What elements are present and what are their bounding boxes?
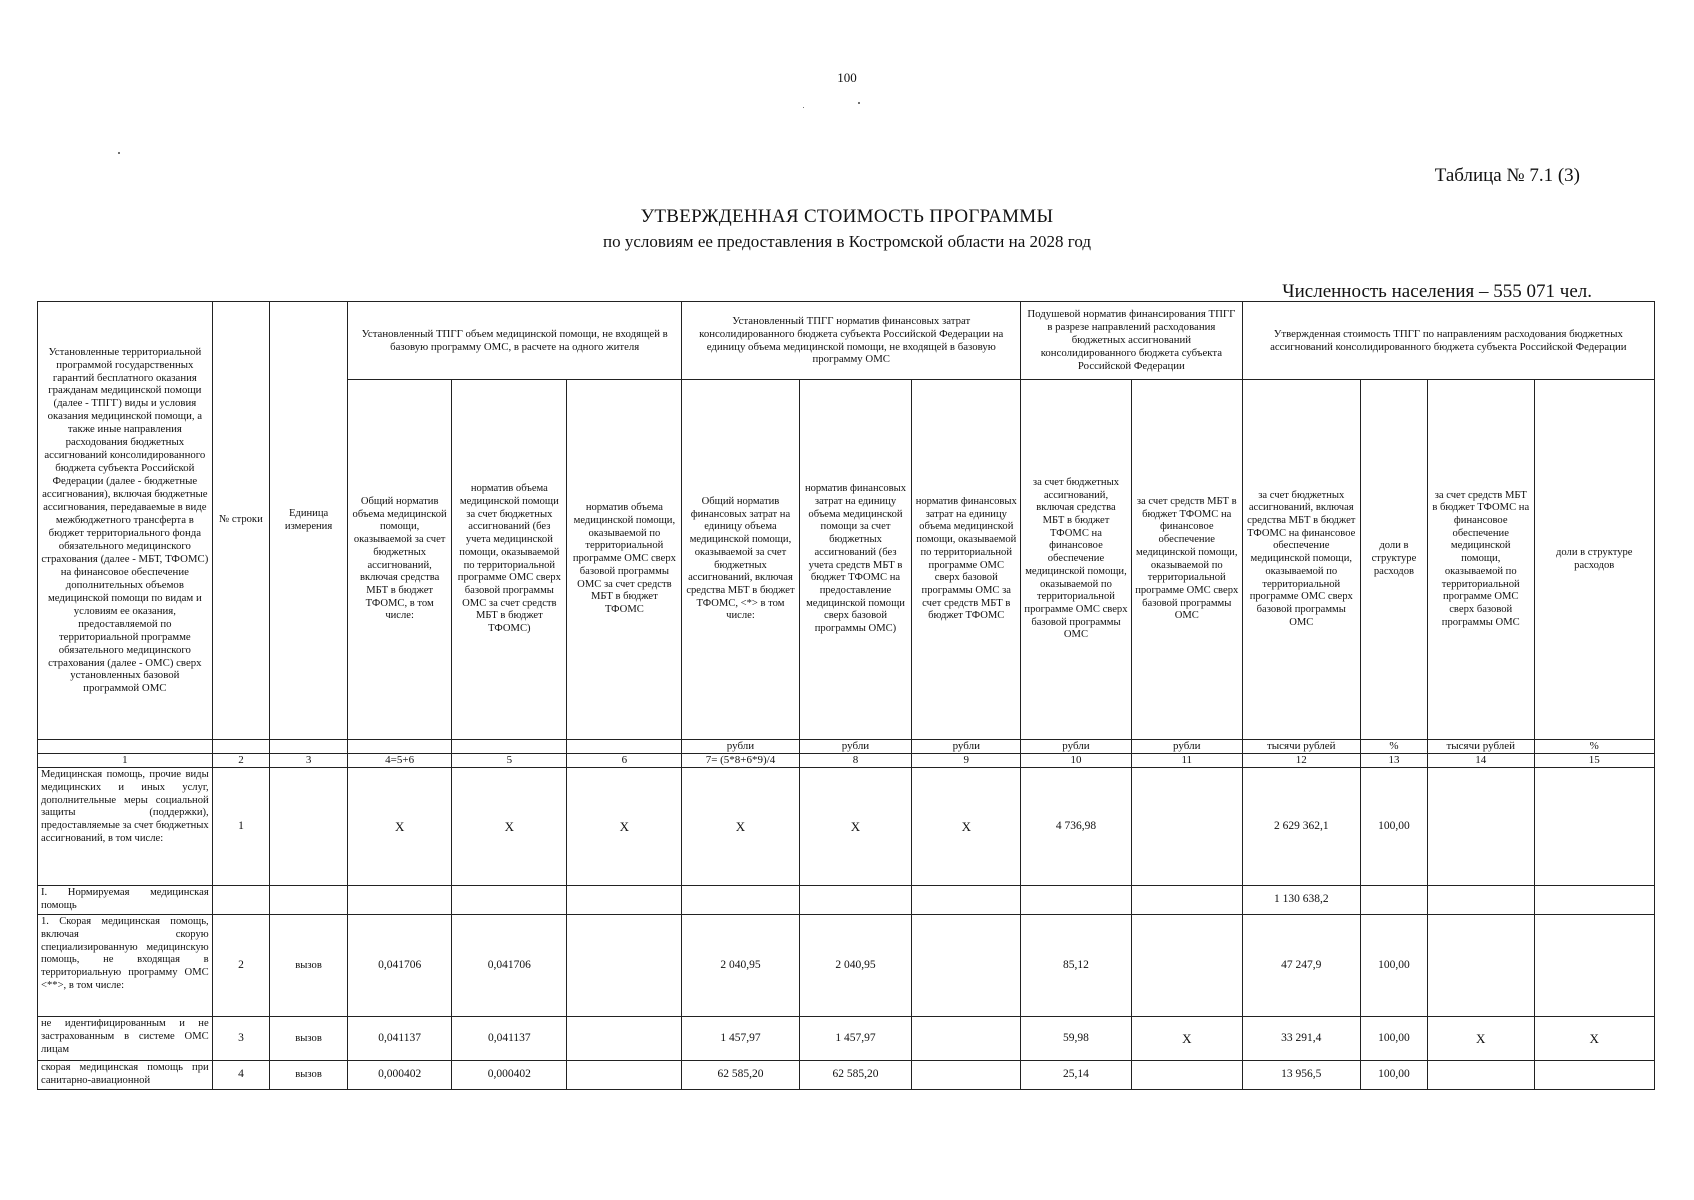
cell-col-13: 100,00 <box>1360 1061 1427 1089</box>
cell-col-5: 0,000402 <box>452 1061 567 1089</box>
cell-col-4: 0,000402 <box>347 1061 451 1089</box>
column-number: 1 <box>38 754 213 768</box>
cell-col-13: 100,00 <box>1360 1017 1427 1061</box>
column-number: 15 <box>1534 754 1655 768</box>
cell-col-14 <box>1427 768 1534 886</box>
row-number: 1 <box>212 768 270 886</box>
cell-col-12: 1 130 638,2 <box>1242 886 1360 915</box>
units-cell <box>38 740 213 754</box>
cell-col-5: 0,041706 <box>452 915 567 1017</box>
units-cell <box>452 740 567 754</box>
table-row <box>38 1061 1655 1089</box>
header-col-13: доли в структуре расходов <box>1360 380 1427 740</box>
column-number: 2 <box>212 754 270 768</box>
cell-col-4: 0,041137 <box>347 1017 451 1061</box>
units-cell: рубли <box>912 740 1021 754</box>
header-col-12: за счет бюджетных ассигнований, включая средства МБТ в бюджет ТФОМС на финансовое обеспечение медицинской помощи, оказываемой по территориальной программе ОМС сверх базовой программы ОМС <box>1242 380 1360 740</box>
cell-col-9 <box>912 1017 1021 1061</box>
cell-col-7: 62 585,20 <box>682 1061 799 1089</box>
column-number: 7= (5*8+6*9)/4 <box>682 754 799 768</box>
units-cell: тысячи рублей <box>1242 740 1360 754</box>
header-col-9: норматив финансовых затрат на единицу объема медицинской помощи, оказываемой по территориальной программе ОМС сверх базовой программы ОМС за счет средств МБТ в бюджет ТФОМС <box>912 380 1021 740</box>
units-cell <box>567 740 682 754</box>
table-row <box>38 886 1655 915</box>
units-cell: рубли <box>1131 740 1242 754</box>
units-cell <box>212 740 270 754</box>
cell-col-15 <box>1534 886 1655 915</box>
units-cell: % <box>1534 740 1655 754</box>
cell-col-11 <box>1131 886 1242 915</box>
cell-col-11 <box>1131 915 1242 1017</box>
column-number: 13 <box>1360 754 1427 768</box>
cell-col-13: 100,00 <box>1360 915 1427 1017</box>
header-col-3: Единица измерения <box>270 302 348 740</box>
cell-col-8: 1 457,97 <box>799 1017 912 1061</box>
cell-col-4: X <box>347 768 451 886</box>
row-label: 1. Скорая медицинская помощь, включая скорую специализированную медицинскую помощь, не входящая в территориальную программу ОМС <**>, в том числе: <box>38 915 213 1017</box>
scan-speck <box>858 102 860 104</box>
cell-col-9 <box>912 1061 1021 1089</box>
units-cell: рубли <box>1021 740 1132 754</box>
column-number: 4=5+6 <box>347 754 451 768</box>
cell-col-6 <box>567 915 682 1017</box>
cell-col-9: X <box>912 768 1021 886</box>
header-row-groups <box>38 302 1655 380</box>
column-number: 11 <box>1131 754 1242 768</box>
column-number: 8 <box>799 754 912 768</box>
column-number: 5 <box>452 754 567 768</box>
cell-col-4: 0,041706 <box>347 915 451 1017</box>
cell-col-13 <box>1360 886 1427 915</box>
cell-col-8: X <box>799 768 912 886</box>
header-col-1: Установленные территориальной программой государственных гарантий бесплатного оказания гражданам медицинской помощи (далее - ТПГГ) виды и условия оказания медицинской помощи, а также иные направления расходования бюджетных ассигнований консолидированного бюджета субъекта Российской Федерации (далее - бюджетные ассигнования), включая бюджетные ассигнования, передаваемые в виде межбюджетного трансферта в бюджет территориального фонда обязательного медицинского страхования (далее - МБТ, ТФОМС) на финансовое обеспечение дополнительных объемов медицинской помощи по видам и условиям ее оказания, предоставляемой по территориальной программе обязательного медицинского страхования (далее - ОМС) сверх установленных базовой программой ОМС <box>38 302 213 740</box>
population-count: Численность населения – 555 071 чел. <box>1282 281 1592 302</box>
header-col-5: норматив объема медицинской помощи за счет бюджетных ассигнований (без учета медицинской помощи, оказываемой по территориальной программе ОМС сверх базовой программы ОМС за счет средств МБТ в бюджет ТФОМС) <box>452 380 567 740</box>
header-col-15: доли в структуре расходов <box>1534 380 1655 740</box>
header-col-6: норматив объема медицинской помощи, оказываемой по территориальной программе ОМС сверх базовой программы ОМС за счет средств МБТ в бюджет ТФОМС <box>567 380 682 740</box>
row-label: не идентифицированным и не застрахованным в системе ОМС лицам <box>38 1017 213 1061</box>
units-cell: рубли <box>682 740 799 754</box>
header-group-norm: Установленный ТПГГ норматив финансовых затрат консолидированного бюджета субъекта Российской Федерации на единицу объема медицинской помощи, не входящей в базовую программу ОМС <box>682 302 1021 380</box>
row-number: 2 <box>212 915 270 1017</box>
cell-col-12: 33 291,4 <box>1242 1017 1360 1061</box>
cell-col-15 <box>1534 768 1655 886</box>
cell-col-4 <box>347 886 451 915</box>
units-cell: тысячи рублей <box>1427 740 1534 754</box>
cell-col-10 <box>1021 886 1132 915</box>
cell-col-15 <box>1534 1061 1655 1089</box>
header-col-2: № строки <box>212 302 270 740</box>
header-col-4: Общий норматив объема медицинской помощи, оказываемой за счет бюджетных ассигнований, включая средства МБТ в бюджет ТФОМС, в том числе: <box>347 380 451 740</box>
column-number: 6 <box>567 754 682 768</box>
document-title: УТВЕРЖДЕННАЯ СТОИМОСТЬ ПРОГРАММЫ <box>640 206 1054 227</box>
header-col-11: за счет средств МБТ в бюджет ТФОМС на финансовое обеспечение медицинской помощи, оказываемой по территориальной программе ОМС сверх базовой программы ОМС <box>1131 380 1242 740</box>
cell-col-15: X <box>1534 1017 1655 1061</box>
row-label: Медицинская помощь, прочие виды медицинских и иных услуг, дополнительные меры социальной защиты (поддержки), предоставляемые за счет бюджетных ассигнований, в том числе: <box>38 768 213 886</box>
cell-col-6 <box>567 1017 682 1061</box>
units-row <box>38 740 1655 754</box>
table-number: Таблица № 7.1 (3) <box>1434 165 1580 186</box>
cell-col-10: 4 736,98 <box>1021 768 1132 886</box>
cell-col-11 <box>1131 1061 1242 1089</box>
cost-table <box>37 301 1655 1090</box>
row-unit <box>270 768 348 886</box>
column-number: 14 <box>1427 754 1534 768</box>
page-number: 100 <box>837 70 857 85</box>
row-number: 3 <box>212 1017 270 1061</box>
cell-col-8: 62 585,20 <box>799 1061 912 1089</box>
header-col-10: за счет бюджетных ассигнований, включая средства МБТ в бюджет ТФОМС на финансовое обеспечение медицинской помощи, оказываемой по территориальной программе ОМС сверх базовой программы ОМС <box>1021 380 1132 740</box>
units-cell <box>347 740 451 754</box>
column-number: 9 <box>912 754 1021 768</box>
header-col-7: Общий норматив финансовых затрат на единицу объема медицинской помощи, оказываемой за счет бюджетных ассигнований, включая средства МБТ в бюджет ТФОМС, <*> в том числе: <box>682 380 799 740</box>
column-number-row <box>38 754 1655 768</box>
cell-col-12: 2 629 362,1 <box>1242 768 1360 886</box>
row-number: 4 <box>212 1061 270 1089</box>
table-row <box>38 915 1655 1017</box>
cell-col-8 <box>799 886 912 915</box>
units-cell: % <box>1360 740 1427 754</box>
header-group-cost: Утвержденная стоимость ТПГГ по направлениям расходования бюджетных ассигнований консолидированного бюджета субъекта Российской Федерации <box>1242 302 1654 380</box>
cell-col-13: 100,00 <box>1360 768 1427 886</box>
header-col-14: за счет средств МБТ в бюджет ТФОМС на финансовое обеспечение медицинской помощи, оказываемой по территориальной программе ОМС сверх базовой программы ОМС <box>1427 380 1534 740</box>
table-row <box>38 1017 1655 1061</box>
column-number: 10 <box>1021 754 1132 768</box>
row-unit: вызов <box>270 1061 348 1089</box>
cell-col-12: 47 247,9 <box>1242 915 1360 1017</box>
cell-col-15 <box>1534 915 1655 1017</box>
cell-col-11: X <box>1131 1017 1242 1061</box>
cell-col-9 <box>912 886 1021 915</box>
cell-col-5: 0,041137 <box>452 1017 567 1061</box>
cell-col-7: 2 040,95 <box>682 915 799 1017</box>
cell-col-10: 85,12 <box>1021 915 1132 1017</box>
units-cell: рубли <box>799 740 912 754</box>
cell-col-8: 2 040,95 <box>799 915 912 1017</box>
units-cell <box>270 740 348 754</box>
cell-col-14 <box>1427 886 1534 915</box>
table-row <box>38 768 1655 886</box>
scan-speck <box>803 107 804 108</box>
cell-col-7: X <box>682 768 799 886</box>
row-unit <box>270 886 348 915</box>
cell-col-10: 59,98 <box>1021 1017 1132 1061</box>
row-label: I. Нормируемая медицинская помощь <box>38 886 213 915</box>
cell-col-14 <box>1427 915 1534 1017</box>
document-subtitle: по условиям ее предоставления в Костромской области на 2028 год <box>602 232 1091 251</box>
cell-col-6: X <box>567 768 682 886</box>
scan-speck <box>118 152 120 154</box>
header-group-capita: Подушевой норматив финансирования ТПГГ в разрезе направлений расходования бюджетных ассигнований консолидированного бюджета субъекта Российской Федерации <box>1021 302 1243 380</box>
row-unit: вызов <box>270 1017 348 1061</box>
cell-col-11 <box>1131 768 1242 886</box>
cell-col-5: X <box>452 768 567 886</box>
cell-col-10: 25,14 <box>1021 1061 1132 1089</box>
cell-col-12: 13 956,5 <box>1242 1061 1360 1089</box>
cell-col-6 <box>567 886 682 915</box>
cell-col-7: 1 457,97 <box>682 1017 799 1061</box>
row-label: скорая медицинская помощь при санитарно-авиационной <box>38 1061 213 1089</box>
cell-col-9 <box>912 915 1021 1017</box>
cell-col-7 <box>682 886 799 915</box>
row-number <box>212 886 270 915</box>
row-unit: вызов <box>270 915 348 1017</box>
header-col-8: норматив финансовых затрат на единицу объема медицинской помощи за счет бюджетных ассигнований (без учета средств МБТ в бюджет ТФОМС на предоставление медицинской помощи сверх базовой программы ОМС) <box>799 380 912 740</box>
cell-col-14: X <box>1427 1017 1534 1061</box>
cell-col-14 <box>1427 1061 1534 1089</box>
column-number: 12 <box>1242 754 1360 768</box>
cell-col-5 <box>452 886 567 915</box>
column-number: 3 <box>270 754 348 768</box>
header-group-volume: Установленный ТПГГ объем медицинской помощи, не входящей в базовую программу ОМС, в расчете на одного жителя <box>347 302 681 380</box>
cell-col-6 <box>567 1061 682 1089</box>
